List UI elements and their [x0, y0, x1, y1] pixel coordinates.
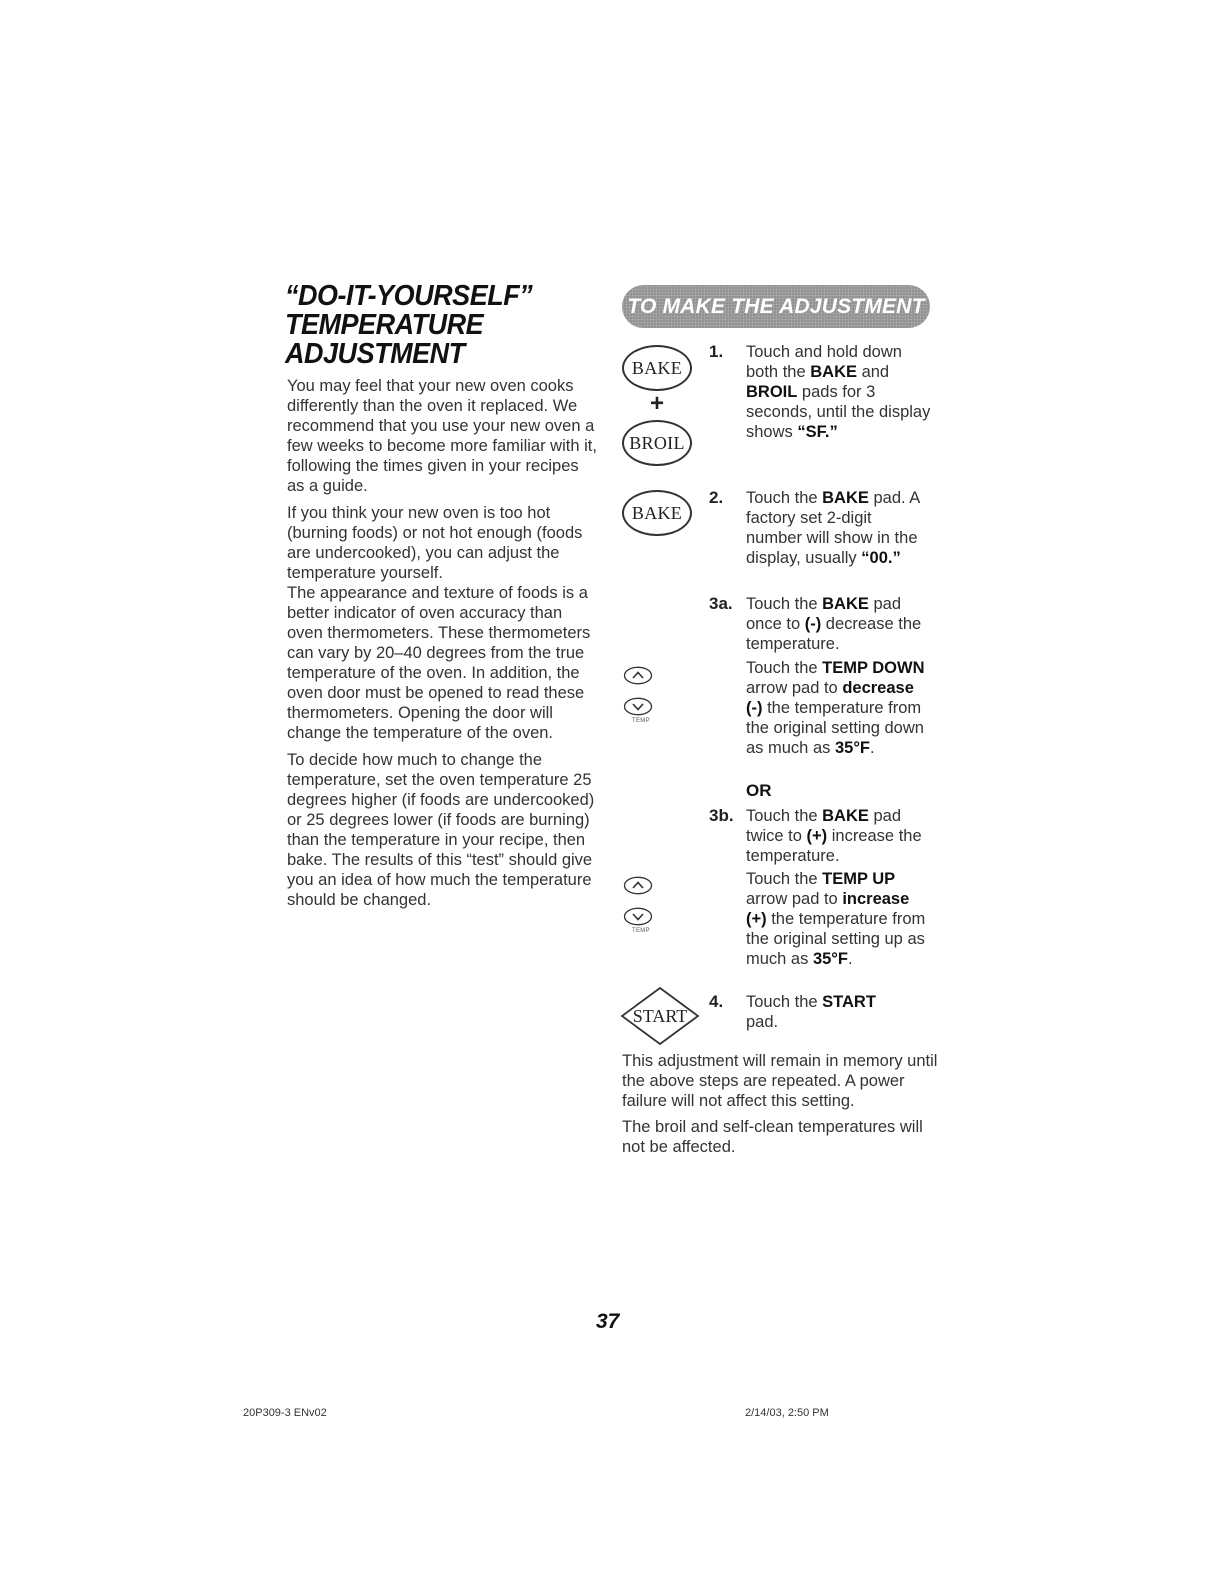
- footer-doc-code: 20P309-3 ENv02: [243, 1407, 327, 1419]
- bake-pad-label: BAKE: [631, 357, 683, 378]
- temp-up-arrow-icon: [623, 666, 653, 685]
- step-1-text: Touch and hold down both the BAKE and BROIL pads for 3 seconds, until the display shows “SF.”: [746, 343, 931, 441]
- temp-down-arrow-icon: [623, 697, 653, 716]
- section-banner: [622, 285, 930, 328]
- step-2-number: 2.: [709, 488, 724, 507]
- temp-down-arrow-icon-3b: [623, 907, 653, 926]
- footer-timestamp: 2/14/03, 2:50 PM: [745, 1407, 829, 1419]
- bake-pad-icon-step-2: [622, 490, 692, 536]
- page-number: 37: [596, 1310, 620, 1333]
- bake-pad-label: BAKE: [631, 502, 683, 523]
- step-3b-number: 3b.: [709, 806, 734, 825]
- page-title: [285, 282, 583, 369]
- step-4-number: 4.: [709, 992, 724, 1011]
- intro-paragraph-3: The appearance and texture of foods is a better indicator of oven accuracy than oven thermometers. These thermometers can vary by 20–40 degrees from the true temperature of the oven. In addition, the oven door must be opened to read these thermometers. Opening the door will change the temperature of the oven.: [287, 584, 591, 742]
- step-3b-temp-text: Touch the TEMP UP arrow pad to increase (+) the temperature from the original setting up as much as 35°F.: [746, 870, 926, 968]
- temp-label-3b: TEMP: [632, 928, 650, 934]
- step-3a-text: Touch the BAKE pad once to (-) decrease the temperature.: [746, 595, 922, 653]
- step-3a-temp-text: Touch the TEMP DOWN arrow pad to decrease (-) the temperature from the original setting down as much as 35°F.: [746, 659, 925, 757]
- start-pad-label: START: [632, 1006, 688, 1026]
- broil-pad-icon: [622, 420, 692, 466]
- step-3a-number: 3a.: [709, 594, 733, 613]
- broil-pad-label: BROIL: [629, 432, 685, 453]
- banner-label: TO MAKE THE ADJUSTMENT: [627, 295, 925, 318]
- intro-paragraph-1: You may feel that your new oven cooks differently than the oven it replaced. We recommend that you use your new oven a few weeks to become more familiar with it, following the times given in your recipes as a guide.: [287, 377, 597, 495]
- step-4-text: Touch the START pad.: [746, 993, 876, 1031]
- plus-sign: +: [650, 390, 665, 417]
- intro-paragraph-2: If you think your new oven is too hot (burning foods) or not hot enough (foods are undercooked), you can adjust the temperature yourself.: [287, 504, 583, 582]
- title-line-1: “DO-IT-YOURSELF”: [285, 280, 533, 312]
- outro-text: [622, 1051, 942, 1163]
- step-2-text: Touch the BAKE pad. A factory set 2-digit number will show in the display, usually “00.”: [746, 489, 920, 567]
- intro-text: [287, 376, 597, 917]
- bake-pad-icon: [622, 345, 692, 391]
- temp-label: TEMP: [632, 718, 650, 724]
- title-line-3: ADJUSTMENT: [285, 338, 465, 370]
- temp-up-arrow-icon-3b: [623, 876, 653, 895]
- step-3b-text: Touch the BAKE pad twice to (+) increase the temperature.: [746, 807, 922, 865]
- intro-paragraph-4: To decide how much to change the temperature, set the oven temperature 25 degrees higher (if foods are undercooked) or 25 degrees lower (if foods are burning) than the temperature in your recipe, then bake. The results of this “test” should give you an idea of how much the temperature should be changed.: [287, 751, 595, 909]
- outro-paragraph-2: The broil and self-clean temperatures will not be affected.: [622, 1118, 923, 1156]
- outro-paragraph-1: This adjustment will remain in memory until the above steps are repeated. A power failure will not affect this setting.: [622, 1052, 938, 1110]
- or-label: OR: [746, 781, 772, 800]
- title-line-2: TEMPERATURE: [285, 309, 484, 341]
- step-1-number: 1.: [709, 342, 724, 361]
